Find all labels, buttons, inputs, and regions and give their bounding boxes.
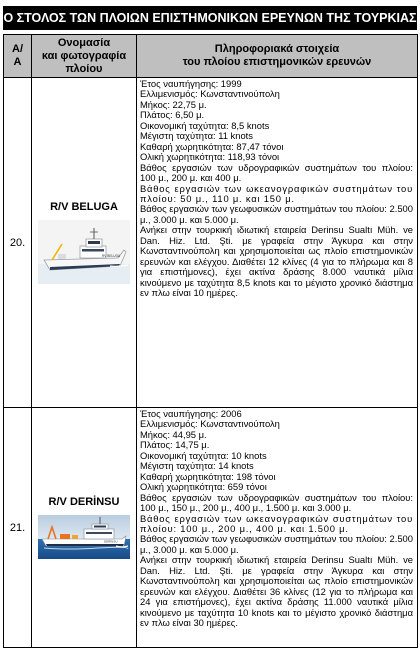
info-line: Ελλιμενισμός: Κωνσταντινούπολη [140,418,280,430]
header-number-line2: Α [13,56,22,68]
info-line: Βάθος εργασιών των υδρογραφικών συστημάτων του πλοίου: 100 μ., 150 μ., 200 μ., 400 μ., 1.500 μ. και 3.000 μ. [140,491,413,514]
info-line: Μήκος: 44,95 μ. [140,428,207,440]
info-line: Έτος ναυπήγησης: 2006 [140,408,242,419]
info-line: Βάθος εργασιών των υδρογραφικών συστημάτων του πλοίου: 100 μ., 200 μ. και 400 μ. [140,161,413,184]
info-line: Μέγιστη ταχύτητα: 14 knots [140,460,254,472]
header-info-line1: Πληροφοριακά στοιχεία [214,43,340,55]
header-number-line1: Α/ [12,43,23,55]
ship-photo-caption: DERİNSU [104,539,118,544]
header-name-line3: πλοίου [65,62,103,75]
info-line: Καθαρή χωρητικότητα: 87,47 τόνοι [140,140,284,152]
row-number: 21. [4,408,32,648]
ship-photo-caption: RV BELUGA [102,254,121,258]
info-line: Πλάτος: 6,50 μ. [140,109,205,121]
header-name-line2: και φωτογραφία [41,49,127,62]
table-header-row [4,35,418,78]
info-line: Βάθος εργασιών των γεωφυσικών συστημάτων του πλοίου: 2.500 μ., 3.000 μ. και 5.000 μ. [140,533,413,555]
info-line: Βάθος εργασιών των ωκεανογραφικών συστημάτων του πλοίου: 100 μ., 200 μ., 400 μ. και 1.500 μ. [140,512,413,534]
ship-name: R/V BELUGA [50,201,118,213]
info-line: Μέγιστη ταχύτητα: 11 knots [140,130,253,142]
info-line: Ελλιμενισμός: Κωνσταντινούπολη [140,88,280,100]
row-number: 20. [4,78,32,408]
info-paragraph: Ανήκει στην τουρκική ιδιωτική εταιρεία Derinsu Sualtı Müh. ve Dan. Hiz. Ltd. Şti. με γραφεία στην Άγκυρα και στην Κωνσταντινούπολη και χρησιμοποιείται ως πλοίο επιστημονικών ερευνών και ελέγχου. Διαθέτει 12 κλίνες (4 για το πλήρωμα και 8 για επιστήμονες), έχει ακτίνα δράσης 8.000 ναυτικά μίλια κινούμενο με ταχύτητα 8,5 knots και το μέγιστο χρονικό διάστημα εν πλω είναι 10 ημέρες. [140,224,413,299]
ship-name-cell [32,408,137,648]
table-row [4,78,418,408]
ship-photo-derinsu [38,515,130,559]
header-name [32,35,137,78]
ship-photo-beluga [38,220,130,284]
header-info-line2: του πλοίου επιστημονικών ερευνών [182,56,372,68]
ship-info-cell [137,78,418,408]
ship-info-cell [137,408,418,648]
info-line: Οικονομική ταχύτητα: 10 knots [140,449,267,461]
header-info [137,35,418,78]
info-line: Βάθος εργασιών των γεωφυσικών συστημάτων του πλοίου: 2.500 μ., 3.000 μ. και 5.000 μ. [140,203,413,225]
table-row [4,408,418,648]
info-line: Πλάτος: 14,75 μ. [140,439,210,451]
info-line: Οικονομική ταχύτητα: 8,5 knots [140,119,270,131]
ship-name: R/V DERİNSU [48,496,120,508]
info-line: Έτος ναυπήγησης: 1999 [140,78,242,89]
info-line: Βάθος εργασιών των ωκεανογραφικών συστημάτων του πλοίου: 50 μ., 110 μ. και 150 μ. [140,182,413,204]
info-line: Καθαρή χωρητικότητα: 198 τόνοι [140,470,276,482]
info-line: Ολική χωρητικότητα: 118,93 τόνοι [140,151,280,163]
info-line: Μήκος: 22,75 μ. [140,98,207,110]
header-number [4,35,32,78]
ships-table [3,34,418,648]
page-title: Ο ΣΤΟΛΟΣ ΤΩΝ ΠΛΟΙΩΝ ΕΠΙΣΤΗΜΟΝΙΚΩΝ ΕΡΕΥΝΩΝ ΤΗΣ ΤΟΥΡΚΙΑΣ [3,6,417,30]
info-paragraph: Ανήκει στην τουρκική ιδιωτική εταιρεία Derinsu Sualtı Müh. ve Dan. Hiz. Ltd. Şti. με γραφεία στην Άγκυρα και στην Κωνσταντινούπολη και χρησιμοποιείται ως πλοίο επιστημονικών ερευνών και ελέγχου. Διαθέτει 36 κλίνες (12 για το πλήρωμα και 24 για επιστήμονες), έχει ακτίνα δράσης 11.000 ναυτικά μίλια κινούμενο με ταχύτητα 10 knots και το μέγιστο χρονικό διάστημα εν πλω είναι 30 ημέρες. [140,554,413,629]
info-line: Ολική χωρητικότητα: 659 τόνοι [140,481,267,493]
header-name-line1: Ονομασία [57,36,111,49]
ship-name-cell [32,78,137,408]
